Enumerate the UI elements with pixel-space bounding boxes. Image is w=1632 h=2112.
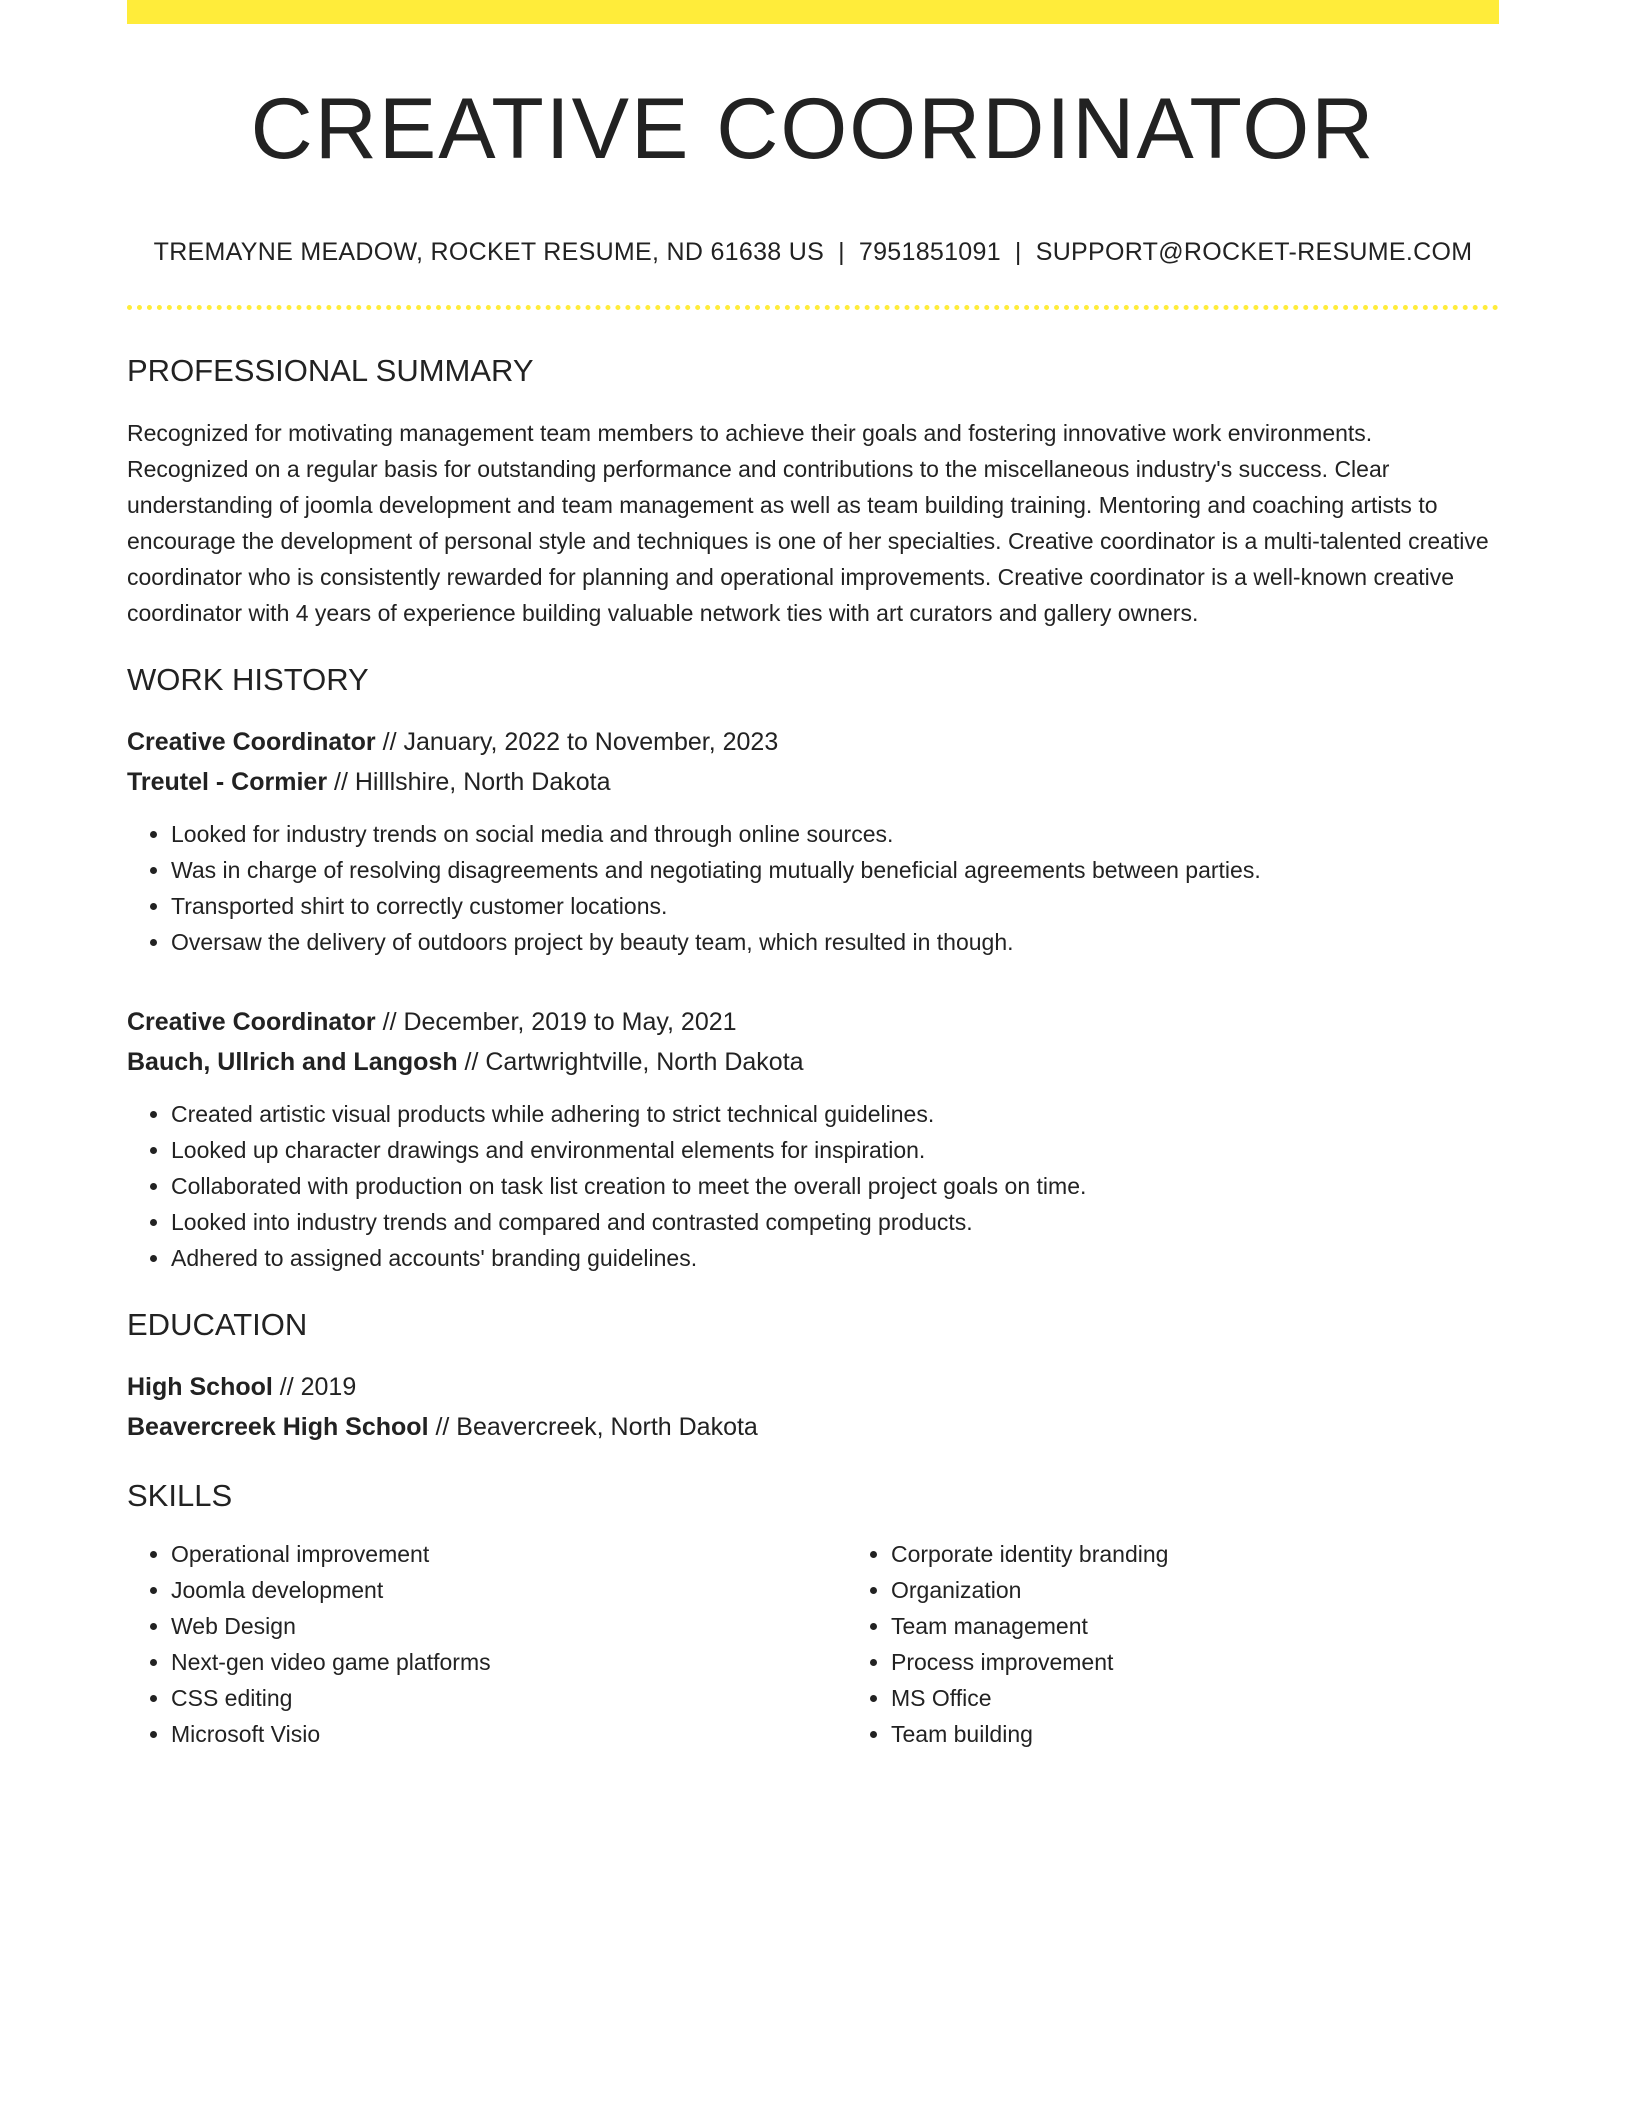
skill-item: • Organization	[891, 1572, 1567, 1608]
job-bullet: • Collaborated with production on task list creation to meet the overall project goals on time.	[171, 1168, 1499, 1204]
skill-item: • MS Office	[891, 1680, 1567, 1716]
skill-item: • Microsoft Visio	[171, 1716, 847, 1752]
resume-page	[127, 0, 1499, 1752]
skills-right-column	[847, 1536, 1567, 1752]
job-title: Creative Coordinator	[127, 727, 376, 756]
skill-item: • CSS editing	[171, 1680, 847, 1716]
skill-item: • Team management	[891, 1608, 1567, 1644]
skill-item: • Corporate identity branding	[891, 1536, 1567, 1572]
contact-phone: 7951851091	[858, 237, 1001, 266]
accent-top-bar	[127, 0, 1499, 24]
job-company: Treutel - Cormier	[127, 767, 328, 796]
skills-grid	[127, 1536, 1499, 1752]
job-bullet: • Was in charge of resolving disagreements and negotiating mutually beneficial agreements between parties.	[171, 852, 1499, 888]
skill-item: • Process improvement	[891, 1644, 1567, 1680]
contact-address: TREMAYNE MEADOW, ROCKET RESUME, ND 61638 US	[153, 237, 825, 266]
education-entry	[127, 1367, 1499, 1447]
job-title-line	[127, 722, 1499, 762]
contact-separator: |	[1014, 237, 1022, 266]
job-bullet: • Transported shirt to correctly customer locations.	[171, 888, 1499, 924]
job-bullet: • Looked for industry trends on social media and through online sources.	[171, 816, 1499, 852]
education-location: // Beavercreek, North Dakota	[428, 1413, 758, 1442]
skills-left-column	[127, 1536, 847, 1752]
job-location: // Cartwrightville, North Dakota	[457, 1047, 804, 1076]
job-bullets	[127, 1096, 1499, 1276]
job-dates: // January, 2022 to November, 2023	[375, 727, 779, 756]
skill-item: • Team building	[891, 1716, 1567, 1752]
job-entry	[127, 722, 1499, 960]
job-entry	[127, 1002, 1499, 1276]
job-bullet: • Created artistic visual products while adhering to strict technical guidelines.	[171, 1096, 1499, 1132]
job-bullet: • Looked up character drawings and environmental elements for inspiration.	[171, 1132, 1499, 1168]
education-school-line	[127, 1407, 1499, 1447]
education-school: Beavercreek High School	[127, 1413, 429, 1442]
summary-text: Recognized for motivating management team members to achieve their goals and fostering innovative work environments. Recognized on a regular basis for outstanding performance and contributions to the miscellaneous industry's success. Clear understanding of joomla development and team management as well as team building training. Mentoring and coaching artists to encourage the development of personal style and techniques is one of her specialties. Creative coordinator is a multi-talented creative coordinator who is consistently rewarded for planning and operational improvements. Creative coordinator is a well-known creative coordinator with 4 years of experience building valuable network ties with art curators and gallery owners.	[127, 419, 1489, 626]
education-degree: High School	[127, 1373, 273, 1402]
job-location: // Hilllshire, North Dakota	[327, 767, 611, 796]
skills-heading: SKILLS	[127, 1478, 233, 1514]
resume-title: CREATIVE COORDINATOR	[250, 81, 1376, 177]
contact-separator: |	[838, 237, 845, 266]
job-bullet: • Looked into industry trends and compared and contrasted competing products.	[171, 1204, 1499, 1240]
skill-item: • Operational improvement	[171, 1536, 847, 1572]
skill-item: • Web Design	[171, 1608, 847, 1644]
dotted-divider	[127, 305, 1499, 310]
skill-item: • Next-gen video game platforms	[171, 1644, 847, 1680]
work-history-heading: WORK HISTORY	[127, 661, 369, 697]
job-title-line	[127, 1002, 1499, 1042]
skill-item: • Joomla development	[171, 1572, 847, 1608]
contact-line	[127, 237, 1499, 267]
job-company-line	[127, 762, 1499, 802]
job-bullet: • Oversaw the delivery of outdoors project by beauty team, which resulted in though.	[171, 924, 1499, 960]
contact-email: SUPPORT@ROCKET-RESUME.COM	[1035, 237, 1473, 266]
summary-heading: PROFESSIONAL SUMMARY	[127, 352, 534, 388]
job-company: Bauch, Ullrich and Langosh	[127, 1047, 458, 1076]
education-year: // 2019	[272, 1373, 357, 1402]
job-dates: // December, 2019 to May, 2021	[375, 1007, 737, 1036]
job-title: Creative Coordinator	[127, 1007, 376, 1036]
education-degree-line	[127, 1367, 1499, 1407]
job-bullets	[127, 816, 1499, 960]
job-bullet: • Adhered to assigned accounts' branding guidelines.	[171, 1240, 1499, 1276]
job-company-line	[127, 1042, 1499, 1082]
education-heading: EDUCATION	[127, 1306, 308, 1342]
